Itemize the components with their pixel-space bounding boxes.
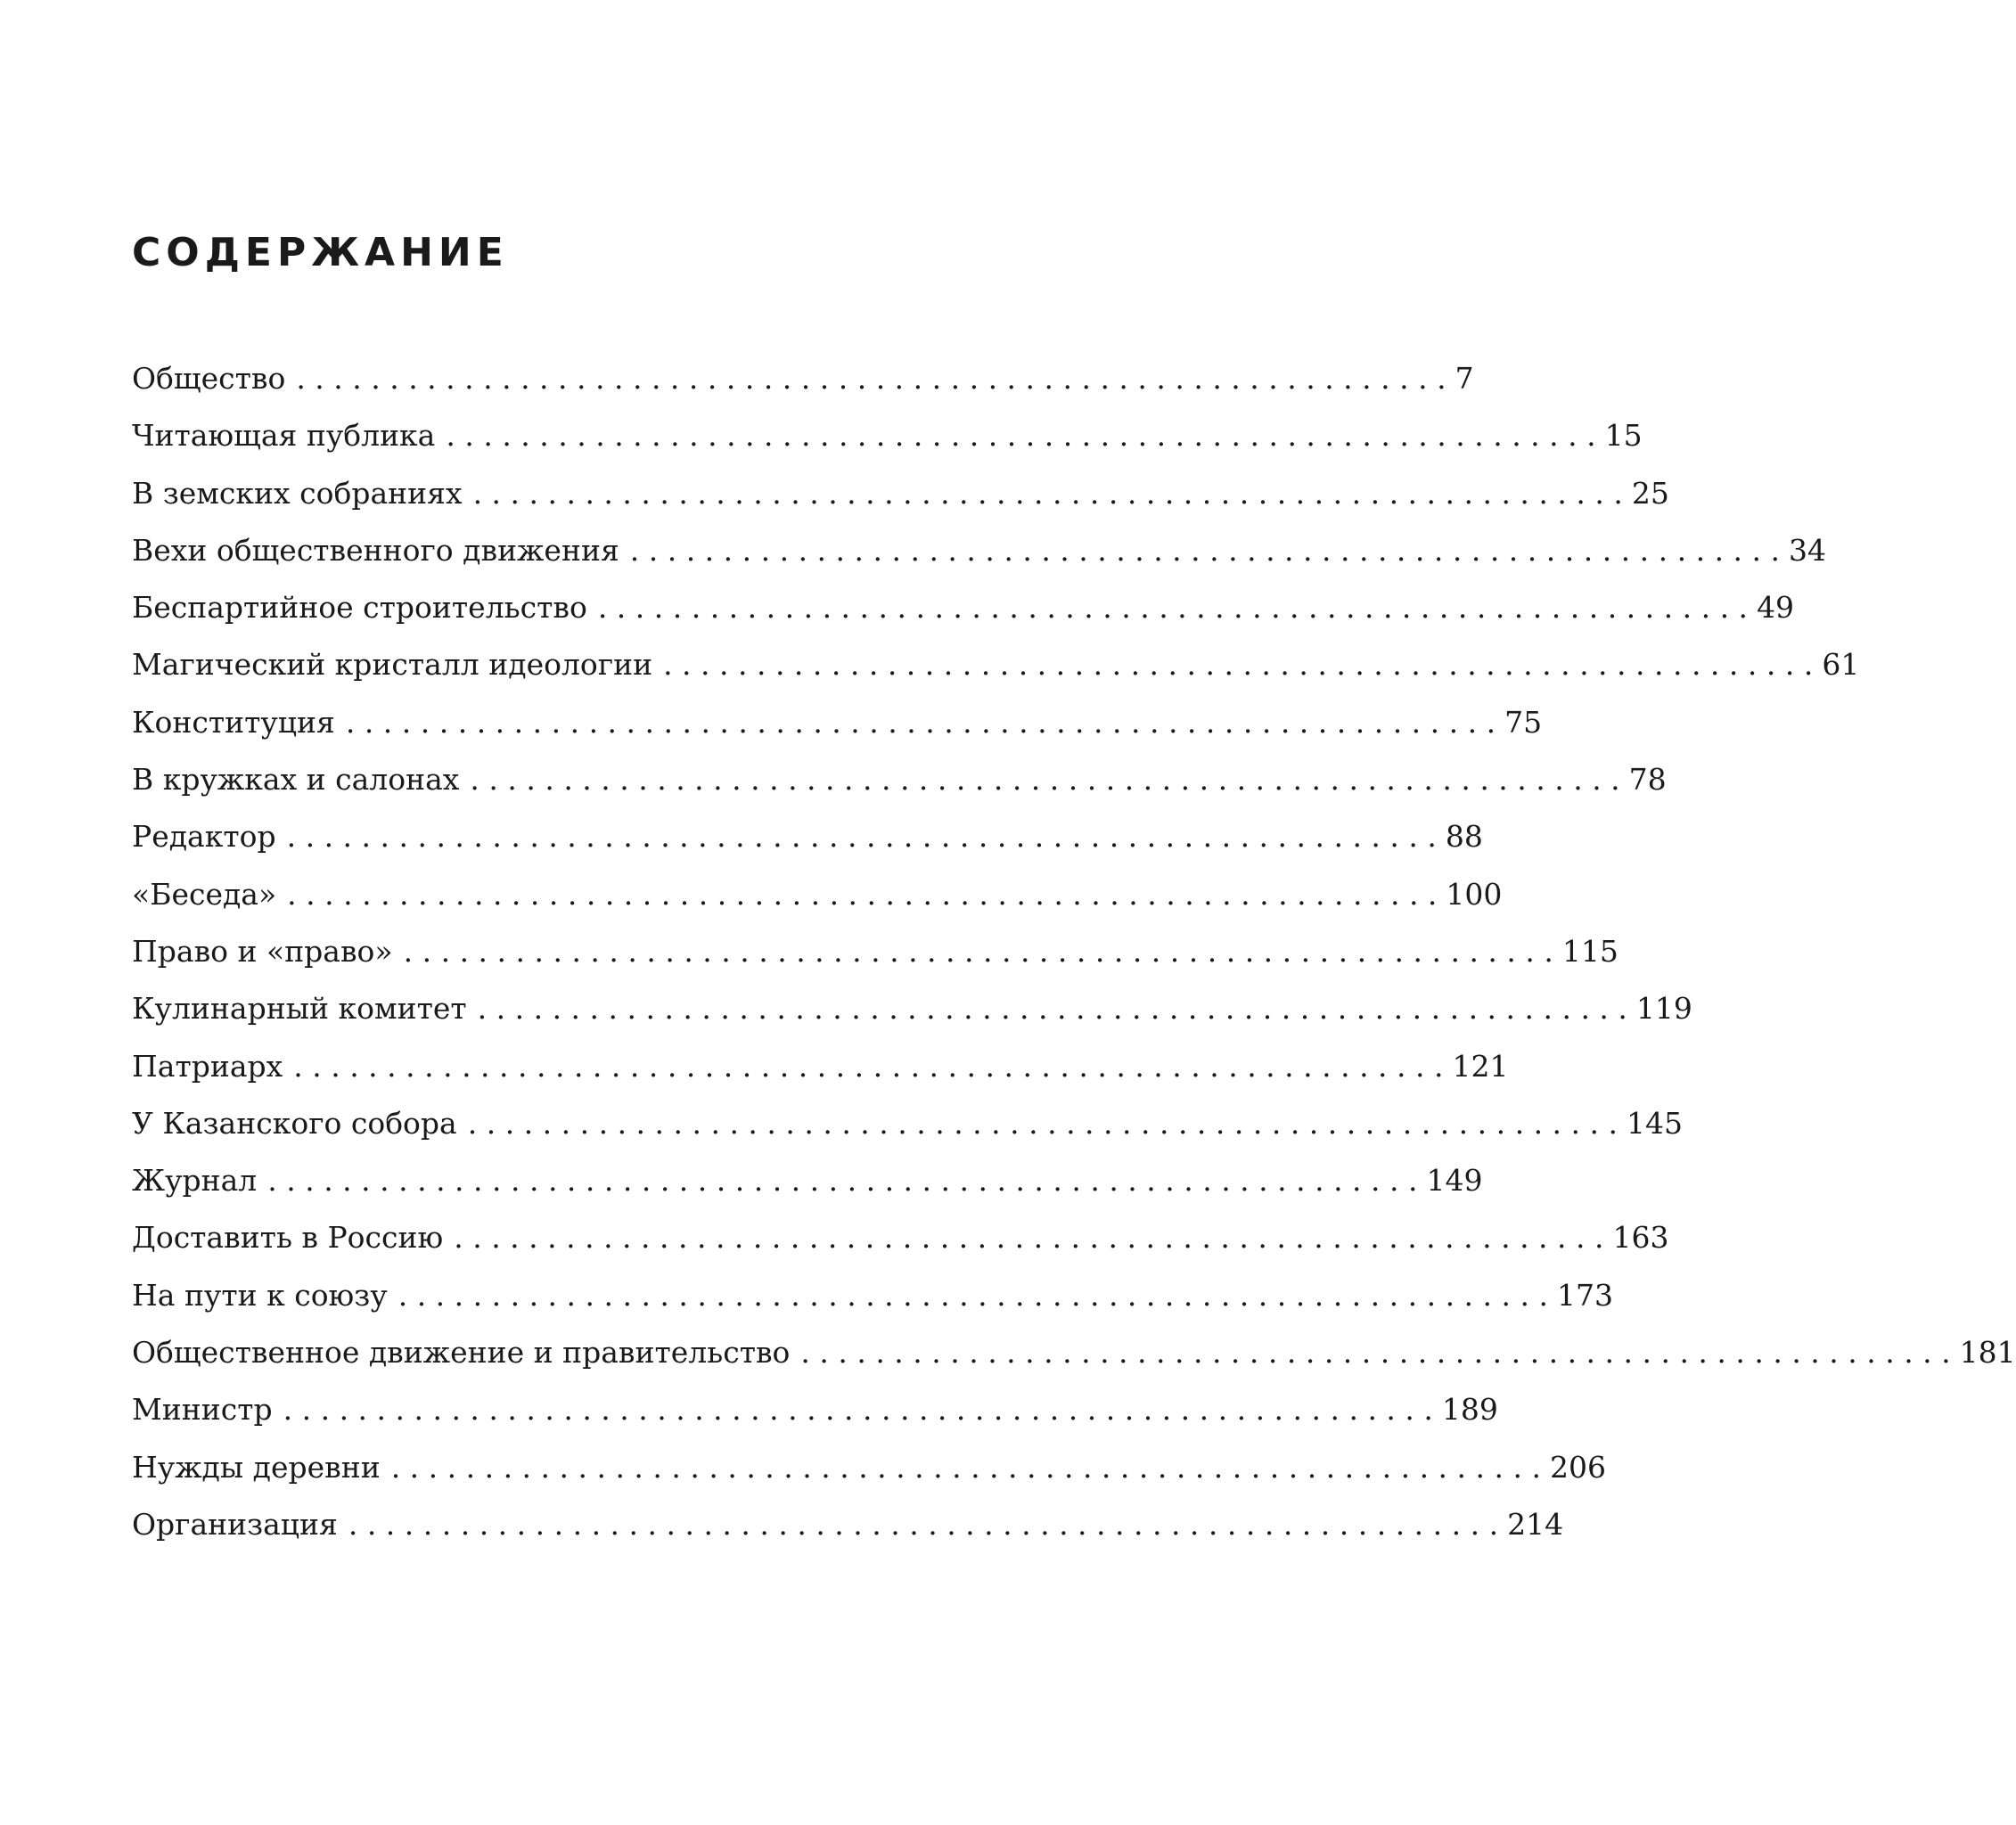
toc-entry <box>132 704 1543 765</box>
toc-entry <box>132 1449 1606 1510</box>
toc-list <box>132 361 2016 1567</box>
toc-entry-label: Конституция <box>132 704 335 740</box>
toc-entry-label: Редактор <box>132 819 276 855</box>
toc-dot-leader: . . . . . . . . . . . . . . . . . . . . . . . . . . . . . . . . . . . . . . . . . . . . . . . . . . . . . . . . . . . . . . <box>800 1335 1951 1371</box>
toc-entry-label: Право и «право» <box>132 933 393 969</box>
toc-page-number: 15 <box>1604 418 1643 454</box>
toc-page-number: 78 <box>1628 762 1667 798</box>
toc-entry <box>132 1392 1498 1452</box>
toc-page-number: 100 <box>1446 876 1503 912</box>
toc-dot-leader: . . . . . . . . . . . . . . . . . . . . . . . . . . . . . . . . . . . . . . . . . . . . . . . . . . . . . . . . . . . . . . <box>397 1277 1548 1313</box>
toc-dot-leader: . . . . . . . . . . . . . . . . . . . . . . . . . . . . . . . . . . . . . . . . . . . . . . . . . . . . . . . . . . . . . . <box>286 819 1437 855</box>
toc-page-number: 88 <box>1445 819 1483 855</box>
toc-entry <box>132 762 1667 822</box>
toc-entry <box>132 991 1692 1051</box>
toc-entry-label: Вехи общественного движения <box>132 532 619 568</box>
toc-entry-label: На пути к союзу <box>132 1277 388 1313</box>
toc-dot-leader: . . . . . . . . . . . . . . . . . . . . . . . . . . . . . . . . . . . . . . . . . . . . . . . . . . . . . . . . . . . . . . <box>390 1449 1541 1485</box>
toc-dot-leader: . . . . . . . . . . . . . . . . . . . . . . . . . . . . . . . . . . . . . . . . . . . . . . . . . . . . . . . . . . . . . . <box>296 361 1446 396</box>
toc-page-number: 121 <box>1452 1048 1509 1084</box>
toc-page-number: 163 <box>1612 1220 1669 1256</box>
toc-entry-label: У Казанского собора <box>132 1105 457 1141</box>
toc-page-number: 149 <box>1426 1163 1483 1199</box>
toc-page-number: 25 <box>1631 475 1669 511</box>
toc-page-number: 119 <box>1635 991 1692 1027</box>
toc-dot-leader: . . . . . . . . . . . . . . . . . . . . . . . . . . . . . . . . . . . . . . . . . . . . . . . . . . . . . . . . . . . . . . <box>283 1392 1433 1428</box>
toc-page-number: 7 <box>1455 361 1474 396</box>
toc-dot-leader: . . . . . . . . . . . . . . . . . . . . . . . . . . . . . . . . . . . . . . . . . . . . . . . . . . . . . . . . . . . . . . <box>446 418 1596 454</box>
toc-entry <box>132 1506 1564 1567</box>
toc-entry-label: Министр <box>132 1392 273 1428</box>
toc-entry-label: Читающая публика <box>132 418 436 454</box>
toc-entry <box>132 1277 1613 1338</box>
toc-entry <box>132 1105 1683 1166</box>
toc-dot-leader: . . . . . . . . . . . . . . . . . . . . . . . . . . . . . . . . . . . . . . . . . . . . . . . . . . . . . . . . . . . . . . <box>477 991 1627 1027</box>
toc-entry-label: Общественное движение и правительство <box>132 1335 791 1371</box>
toc-entry <box>132 532 1827 593</box>
toc-page-number: 214 <box>1507 1506 1564 1542</box>
toc-entry <box>132 819 1483 879</box>
toc-title: СОДЕРЖАНИЕ <box>132 230 509 275</box>
toc-entry-label: Общество <box>132 361 286 396</box>
toc-page-number: 145 <box>1626 1105 1683 1141</box>
toc-dot-leader: . . . . . . . . . . . . . . . . . . . . . . . . . . . . . . . . . . . . . . . . . . . . . . . . . . . . . . . . . . . . . . <box>267 1163 1418 1199</box>
toc-dot-leader: . . . . . . . . . . . . . . . . . . . . . . . . . . . . . . . . . . . . . . . . . . . . . . . . . . . . . . . . . . . . . . <box>348 1506 1499 1542</box>
toc-dot-leader: . . . . . . . . . . . . . . . . . . . . . . . . . . . . . . . . . . . . . . . . . . . . . . . . . . . . . . . . . . . . . . <box>629 532 1781 568</box>
toc-entry <box>132 647 1860 707</box>
toc-entry <box>132 590 1795 650</box>
toc-entry-label: Нужды деревни <box>132 1449 381 1485</box>
toc-page-number: 206 <box>1549 1449 1606 1485</box>
toc-entry <box>132 1048 1509 1109</box>
toc-dot-leader: . . . . . . . . . . . . . . . . . . . . . . . . . . . . . . . . . . . . . . . . . . . . . . . . . . . . . . . . . . . . . . <box>345 704 1496 740</box>
toc-entry <box>132 475 1669 536</box>
toc-entry <box>132 418 1643 478</box>
toc-entry-label: Кулинарный комитет <box>132 991 467 1027</box>
toc-page-number: 75 <box>1504 704 1543 740</box>
toc-entry-label: В кружках и салонах <box>132 762 460 798</box>
toc-entry <box>132 1163 1483 1223</box>
toc-dot-leader: . . . . . . . . . . . . . . . . . . . . . . . . . . . . . . . . . . . . . . . . . . . . . . . . . . . . . . . . . . . . . . <box>467 1105 1618 1141</box>
toc-entry <box>132 1335 2016 1395</box>
toc-entry <box>132 1220 1669 1280</box>
toc-page-number: 34 <box>1789 532 1827 568</box>
toc-entry <box>132 361 1474 421</box>
toc-dot-leader: . . . . . . . . . . . . . . . . . . . . . . . . . . . . . . . . . . . . . . . . . . . . . . . . . . . . . . . . . . . . . . <box>597 590 1749 626</box>
toc-entry-label: В земских собраниях <box>132 475 463 511</box>
toc-entry-label: Организация <box>132 1506 338 1542</box>
toc-page-number: 173 <box>1556 1277 1613 1313</box>
toc-dot-leader: . . . . . . . . . . . . . . . . . . . . . . . . . . . . . . . . . . . . . . . . . . . . . . . . . . . . . . . . . . . . . . <box>663 647 1814 683</box>
toc-entry-label: Доставить в Россию <box>132 1220 444 1256</box>
toc-dot-leader: . . . . . . . . . . . . . . . . . . . . . . . . . . . . . . . . . . . . . . . . . . . . . . . . . . . . . . . . . . . . . . <box>403 933 1553 969</box>
toc-entry-label: Беспартийное строительство <box>132 590 587 626</box>
toc-dot-leader: . . . . . . . . . . . . . . . . . . . . . . . . . . . . . . . . . . . . . . . . . . . . . . . . . . . . . . . . . . . . . . <box>287 876 1438 912</box>
toc-page-number: 115 <box>1561 933 1619 969</box>
toc-entry-label: Журнал <box>132 1163 258 1199</box>
toc-entry-label: «Беседа» <box>132 876 277 912</box>
toc-dot-leader: . . . . . . . . . . . . . . . . . . . . . . . . . . . . . . . . . . . . . . . . . . . . . . . . . . . . . . . . . . . . . . <box>454 1220 1604 1256</box>
toc-entry-label: Магический кристалл идеологии <box>132 647 653 683</box>
toc-dot-leader: . . . . . . . . . . . . . . . . . . . . . . . . . . . . . . . . . . . . . . . . . . . . . . . . . . . . . . . . . . . . . . <box>293 1048 1444 1084</box>
toc-entry <box>132 933 1619 994</box>
toc-page-number: 61 <box>1822 647 1860 683</box>
toc-entry <box>132 876 1503 937</box>
toc-page-number: 49 <box>1757 590 1795 626</box>
toc-entry-label: Патриарх <box>132 1048 283 1084</box>
toc-dot-leader: . . . . . . . . . . . . . . . . . . . . . . . . . . . . . . . . . . . . . . . . . . . . . . . . . . . . . . . . . . . . . . <box>472 475 1623 511</box>
toc-dot-leader: . . . . . . . . . . . . . . . . . . . . . . . . . . . . . . . . . . . . . . . . . . . . . . . . . . . . . . . . . . . . . . <box>470 762 1620 798</box>
toc-page-number: 189 <box>1441 1392 1498 1428</box>
toc-page-number: 181 <box>1959 1335 2016 1371</box>
